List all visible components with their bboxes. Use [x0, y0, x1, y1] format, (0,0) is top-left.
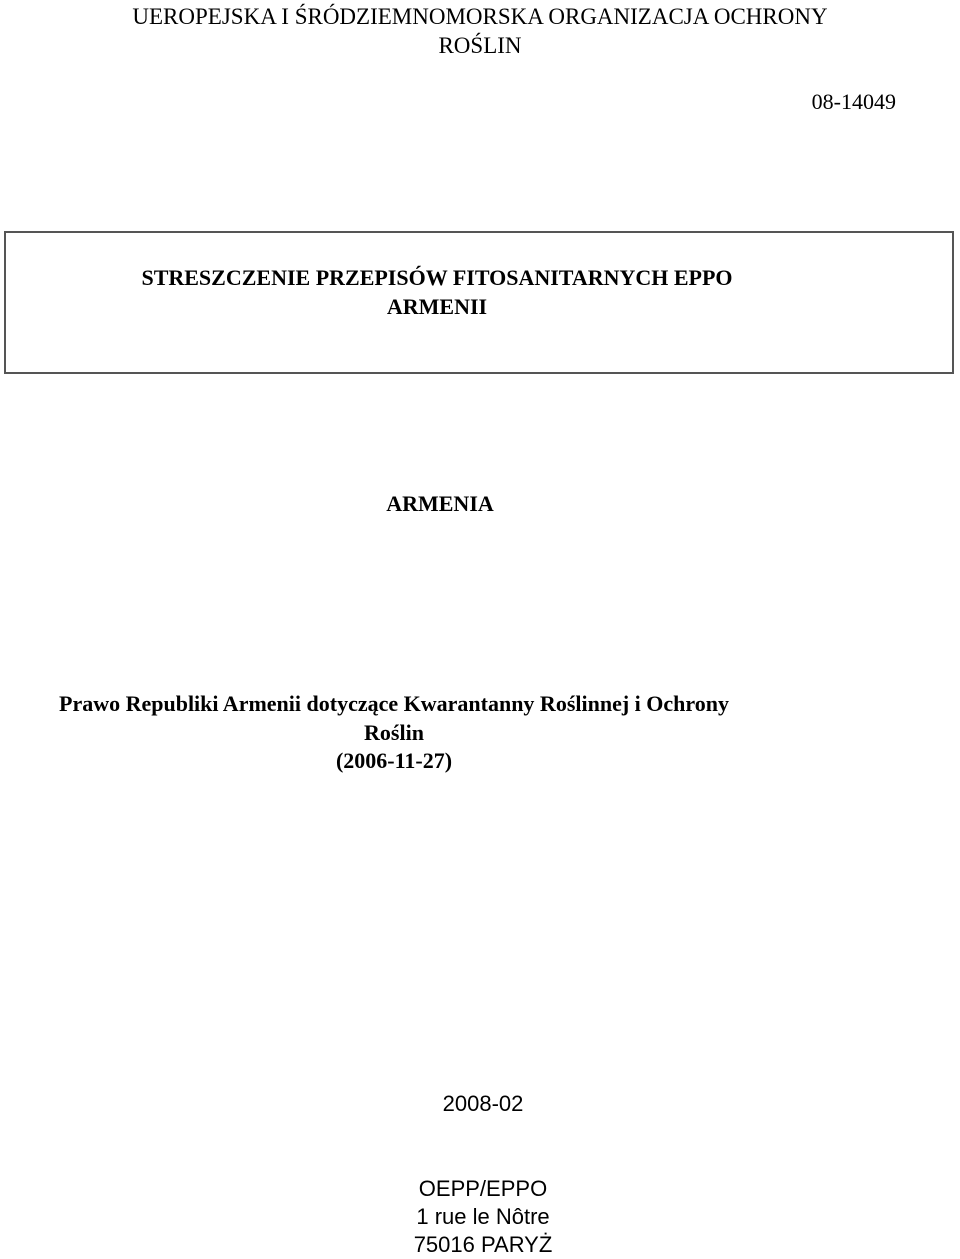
publisher-city: 75016 PARYŻ	[413, 1232, 553, 1257]
document-title	[6, 263, 868, 321]
law-title	[0, 690, 788, 776]
law-date: (2006-11-27)	[335, 748, 453, 773]
publication-date: 2008-02	[442, 1091, 524, 1116]
law-title-line2: Roślin	[364, 719, 424, 745]
publisher-name: OEPP/EPPO	[418, 1176, 548, 1201]
publisher-address	[0, 1175, 960, 1259]
document-title-line1: STRESZCZENIE PRZEPISÓW FITOSANITARNYCH EPPO	[141, 265, 733, 290]
country-heading: ARMENIA	[386, 491, 494, 516]
document-code: 08-14049	[811, 89, 896, 114]
organization-name-line2: ROŚLIN	[438, 33, 522, 58]
document-title-line2: ARMENII	[386, 294, 488, 319]
publisher-street: 1 rue le Nôtre	[416, 1204, 550, 1229]
organization-name-line1: UEROPEJSKA I ŚRÓDZIEMNOMORSKA ORGANIZACJA OCHRONY	[132, 4, 828, 29]
law-title-line1: Prawo Republiki Armenii dotyczące Kwarantanny Roślinnej i Ochrony	[59, 691, 729, 716]
organization-name	[0, 2, 960, 60]
title-box	[4, 231, 954, 374]
